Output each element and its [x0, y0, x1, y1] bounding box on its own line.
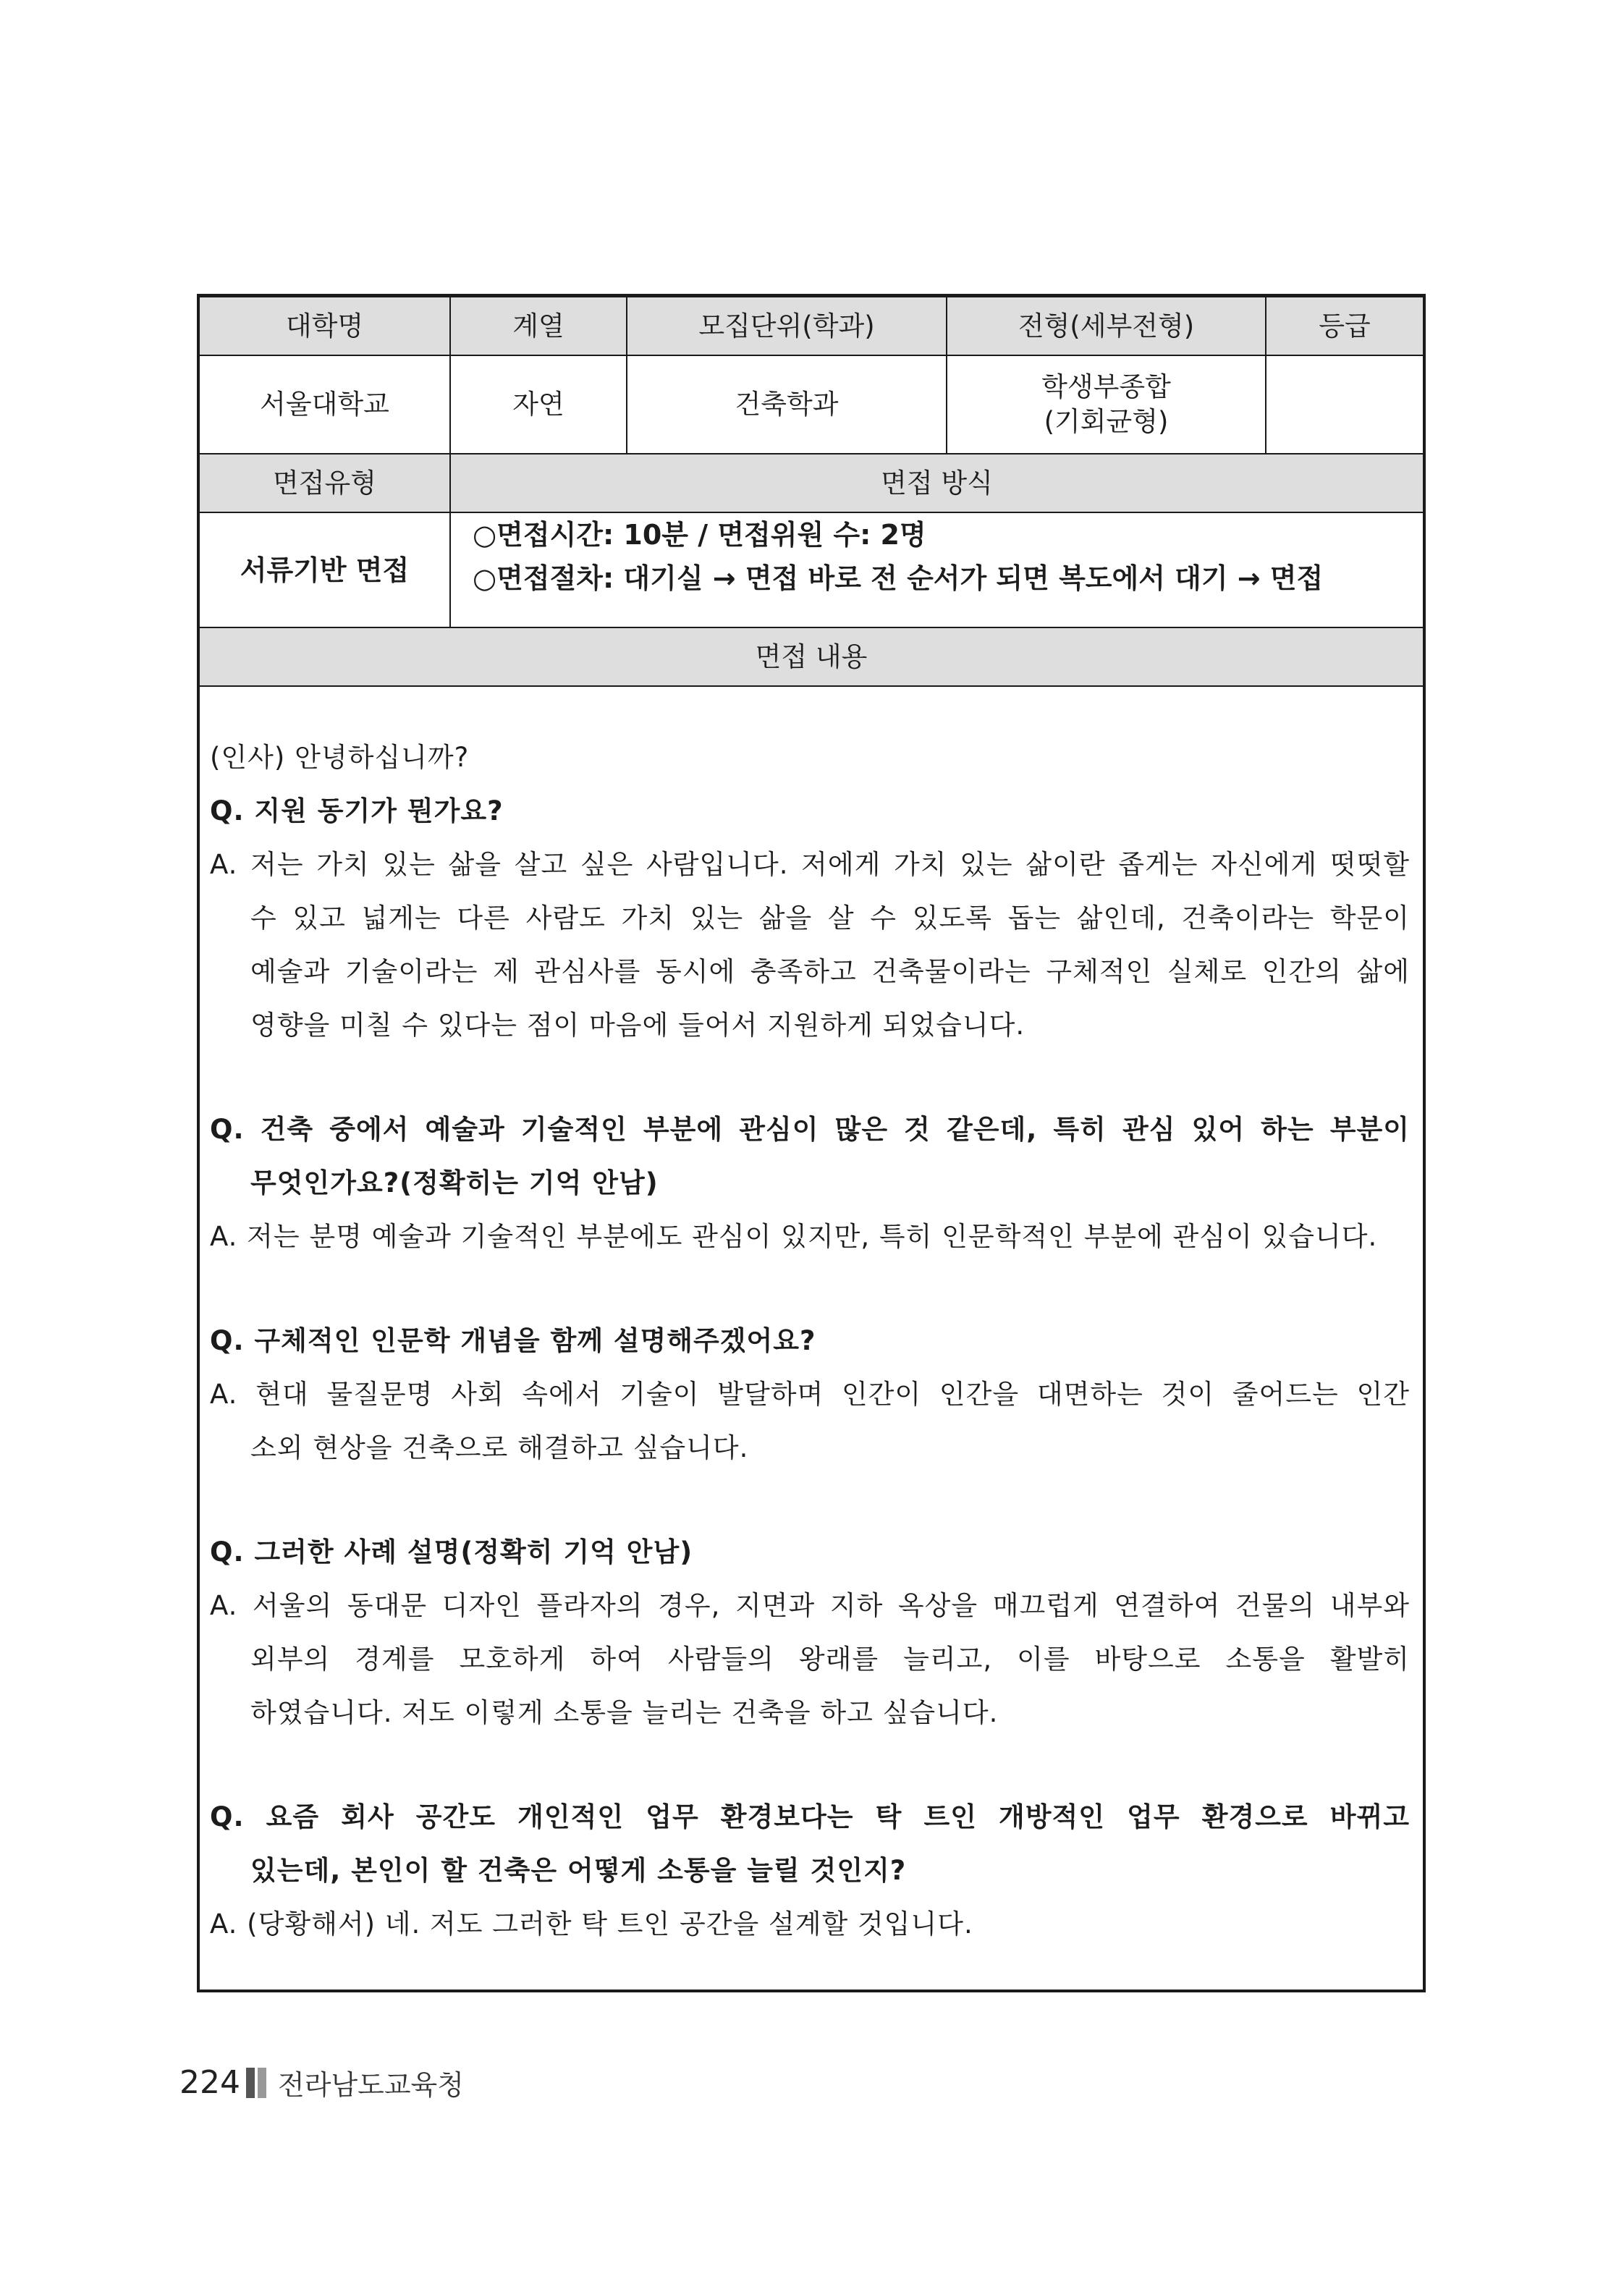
answer-1-line-3: 예술과 기술이라는 제 관심사를 동시에 충족하고 건축물이라는 구체적인 실체로 인간의 삶에 — [250, 956, 1410, 987]
interview-type-label: 면접유형 — [200, 454, 451, 512]
interview-method-label: 면접 방식 — [881, 467, 993, 499]
answer-4-line-2: 외부의 경계를 모호하게 하여 사람들의 왕래를 늘리고, 이를 바탕으로 소통을 활발히 — [250, 1644, 1410, 1675]
answer-5: A. (당황해서) 네. 저도 그러한 탁 트인 공간을 설계할 것입니다. — [210, 1908, 973, 1940]
interview-method-row — [200, 513, 1423, 628]
question-2-line-2: 무엇인가요?(정확히는 기억 안남) — [250, 1167, 659, 1198]
publisher-name: 전라남도교육청 — [277, 2069, 464, 2101]
value-university: 서울대학교 — [200, 356, 451, 453]
question-2-line-1: Q. 건축 중에서 예술과 기술적인 부분에 관심이 많은 것 같은데, 특히 관심 있어 하는 부분이 — [210, 1114, 1410, 1145]
answer-3-line-2: 소외 현상을 건축으로 해결하고 싶습니다. — [250, 1432, 749, 1463]
question-5-line-2: 있는데, 본인이 할 건축은 어떻게 소통을 늘릴 것인지? — [250, 1855, 907, 1886]
answer-3-line-1: A. 현대 물질문명 사회 속에서 기술이 발달하며 인간이 인간을 대면하는 것이 줄어드는 인간 — [210, 1379, 1410, 1410]
answer-1-line-2: 수 있고 넓게는 다른 사람도 가치 있는 삶을 살 수 있도록 돕는 삶인데, 건축이라는 학문이 — [250, 902, 1410, 934]
footer-bars-icon — [246, 2068, 269, 2098]
interview-type-value: 서류기반 면접 — [200, 513, 451, 627]
value-admission-type: 학생부종합 (기회균형) — [947, 356, 1266, 453]
question-3: Q. 구체적인 인문학 개념을 함께 설명해주겠어요? — [210, 1325, 816, 1356]
method-procedure-line: ○면접절차: 대기실 → 면접 바로 전 순서가 되면 복도에서 대기 → 면접 — [473, 562, 1324, 594]
content-label: 면접 내용 — [755, 640, 868, 672]
header-university: 대학명 — [200, 297, 451, 355]
question-4: Q. 그러한 사례 설명(정확히 기억 안남) — [210, 1536, 693, 1568]
header-field: 계열 — [451, 297, 627, 355]
page-number: 224 — [179, 2064, 240, 2101]
interview-label-row — [200, 454, 1423, 513]
answer-1-line-1: A. 저는 가치 있는 삶을 살고 싶은 사람입니다. 저에게 가치 있는 삶이란 좁게는 자신에게 떳떳할 — [210, 849, 1410, 880]
answer-2: A. 저는 분명 예술과 기술적인 부분에도 관심이 있지만, 특히 인문학적인 부분에 관심이 있습니다. — [210, 1221, 1378, 1252]
question-5-line-1: Q. 요즘 회사 공간도 개인적인 업무 환경보다는 탁 트인 개방적인 업무 환경으로 바뀌고 — [210, 1801, 1410, 1832]
value-field: 자연 — [451, 356, 627, 453]
table-values-row — [200, 356, 1423, 454]
answer-4-line-1: A. 서울의 동대문 디자인 플라자의 경우, 지면과 지하 옥상을 매끄럽게 연결하여 건물의 내부와 — [210, 1590, 1410, 1621]
answer-1-line-4: 영향을 미칠 수 있다는 점이 마음에 들어서 지원하게 되었습니다. — [250, 1010, 1025, 1041]
page-footer — [179, 2063, 464, 2102]
greeting: (인사) 안녕하십니까? — [210, 742, 470, 773]
method-time-line: ○면접시간: 10분 / 면접위원 수: 2명 — [473, 519, 926, 551]
header-department: 모집단위(학과) — [627, 297, 947, 355]
value-grade — [1266, 356, 1423, 453]
question-1: Q. 지원 동기가 뭔가요? — [210, 795, 504, 826]
value-department: 건축학과 — [627, 356, 947, 453]
header-admission-type: 전형(세부전형) — [947, 297, 1266, 355]
interview-method-details — [451, 513, 1423, 627]
content-label-row — [200, 628, 1423, 687]
table-header-row — [200, 297, 1423, 356]
interview-content — [210, 731, 1410, 1951]
answer-4-line-3: 하였습니다. 저도 이렇게 소통을 늘리는 건축을 하고 싶습니다. — [250, 1697, 999, 1728]
header-grade: 등급 — [1319, 310, 1371, 342]
